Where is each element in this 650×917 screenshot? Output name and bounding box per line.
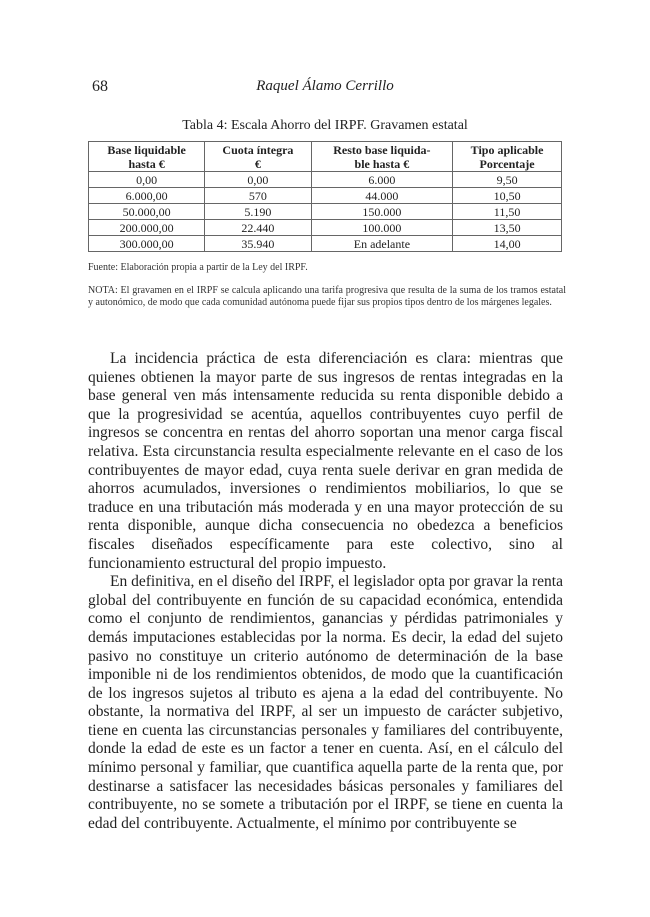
table-cell: 300.000,00	[89, 236, 205, 252]
table-header-row	[89, 142, 562, 172]
column-header-line: €	[254, 156, 261, 171]
table-cell: 44.000	[311, 188, 453, 204]
table-cell: 10,50	[453, 188, 562, 204]
page-number: 68	[92, 78, 108, 95]
table-cell: 6.000	[311, 172, 453, 188]
column-header-line: Cuota íntegra	[222, 142, 294, 157]
column-header-line: Tipo aplicable	[470, 142, 544, 157]
table-caption: Tabla 4: Escala Ahorro del IRPF. Gravamen estatal	[182, 118, 468, 133]
tax-scale-table	[88, 141, 562, 252]
table-row	[89, 236, 562, 252]
table-cell: En adelante	[311, 236, 453, 252]
table-cell: 100.000	[311, 220, 453, 236]
table-row	[89, 220, 562, 236]
paragraph: En definitiva, en el diseño del IRPF, el legislador opta por gravar la renta global del contribuyente en función de su capacidad económica, entendida como el conjunto de rendimientos, ganancias y pérdidas patrimoniales y demás imputaciones establecidas por la norma. Es decir, la edad del sujeto pasivo no constituye un criterio autónomo de determinación de la base imponible ni de los rendimientos obtenidos, de modo que la cuantificación de los ingresos sujetos al tributo es ajena a la edad del contribuyente. No obstante, la normativa del IRPF, al ser un impuesto de carácter subjetivo, tiene en cuenta las circunstancias personales y familiares del contribuyente, donde la edad de este es un factor a tener en cuenta. Así, en el cálculo del mínimo personal y familiar, que cuantifica aquella parte de la renta que, por destinarse a satisfacer las necesidades básicas personales y familiares del contribuyente, no se somete a tributación por el IRPF, se tiene en cuenta la edad del contribuyente. Actualmente, el mínimo por contribuyente se	[88, 573, 563, 832]
table-cell: 570	[205, 188, 311, 204]
column-header-line: Porcentaje	[479, 156, 535, 171]
table-cell: 14,00	[453, 236, 562, 252]
table-cell: 22.440	[205, 220, 311, 236]
paragraph: La incidencia práctica de esta diferenciación es clara: mientras que quienes obtienen la mayor parte de sus ingresos de rentas integradas en la base general ven más intensamente reducida su renta disponible debido a que la progresividad se acentúa, aquellos contribuyentes cuyo perfil de ingresos se concentra en rentas del ahorro soportan una menor carga fiscal relativa. Esta circunstancia resulta especialmente relevante en el caso de los contribuyentes de mayor edad, cuya renta suele derivar en gran medida de ahorros acumulados, inversiones o rendimientos mobiliarios, lo que se traduce en una tributación más moderada y en una mayor protección de su renta disponible, aunque dicha consecuencia no obedezca a beneficios fiscales diseñados específicamente para este colectivo, sino al funcionamiento estructural del propio impuesto.	[88, 350, 563, 572]
table-row	[89, 204, 562, 220]
body-text	[88, 350, 563, 833]
table-cell: 6.000,00	[89, 188, 205, 204]
table-row	[89, 172, 562, 188]
table-cell: 11,50	[453, 204, 562, 220]
table-cell: 13,50	[453, 220, 562, 236]
table-cell: 0,00	[89, 172, 205, 188]
table-cell: 200.000,00	[89, 220, 205, 236]
column-header	[453, 142, 562, 172]
table-cell: 0,00	[205, 172, 311, 188]
column-header-line: ble hasta €	[354, 156, 410, 171]
table-cell: 150.000	[311, 204, 453, 220]
running-head: Raquel Álamo Cerrillo	[256, 78, 394, 94]
column-header	[205, 142, 311, 172]
table-cell: 50.000,00	[89, 204, 205, 220]
column-header-line: hasta €	[128, 156, 165, 171]
table-note: NOTA: El gravamen en el IRPF se calcula aplicando una tarifa progresiva que resulta de la suma de los tramos estatal y autonómico, de modo que cada comunidad autónoma puede fijar sus propios tipos dentro de los márgenes legales.	[88, 285, 566, 308]
column-header-line: Resto base liquida-	[333, 142, 431, 157]
table-row	[89, 188, 562, 204]
table-cell: 35.940	[205, 236, 311, 252]
column-header-line: Base liquidable	[107, 142, 186, 157]
table-source: Fuente: Elaboración propia a partir de la Ley del IRPF.	[88, 262, 308, 273]
table-cell: 5.190	[205, 204, 311, 220]
column-header	[89, 142, 205, 172]
table-cell: 9,50	[453, 172, 562, 188]
column-header	[311, 142, 453, 172]
